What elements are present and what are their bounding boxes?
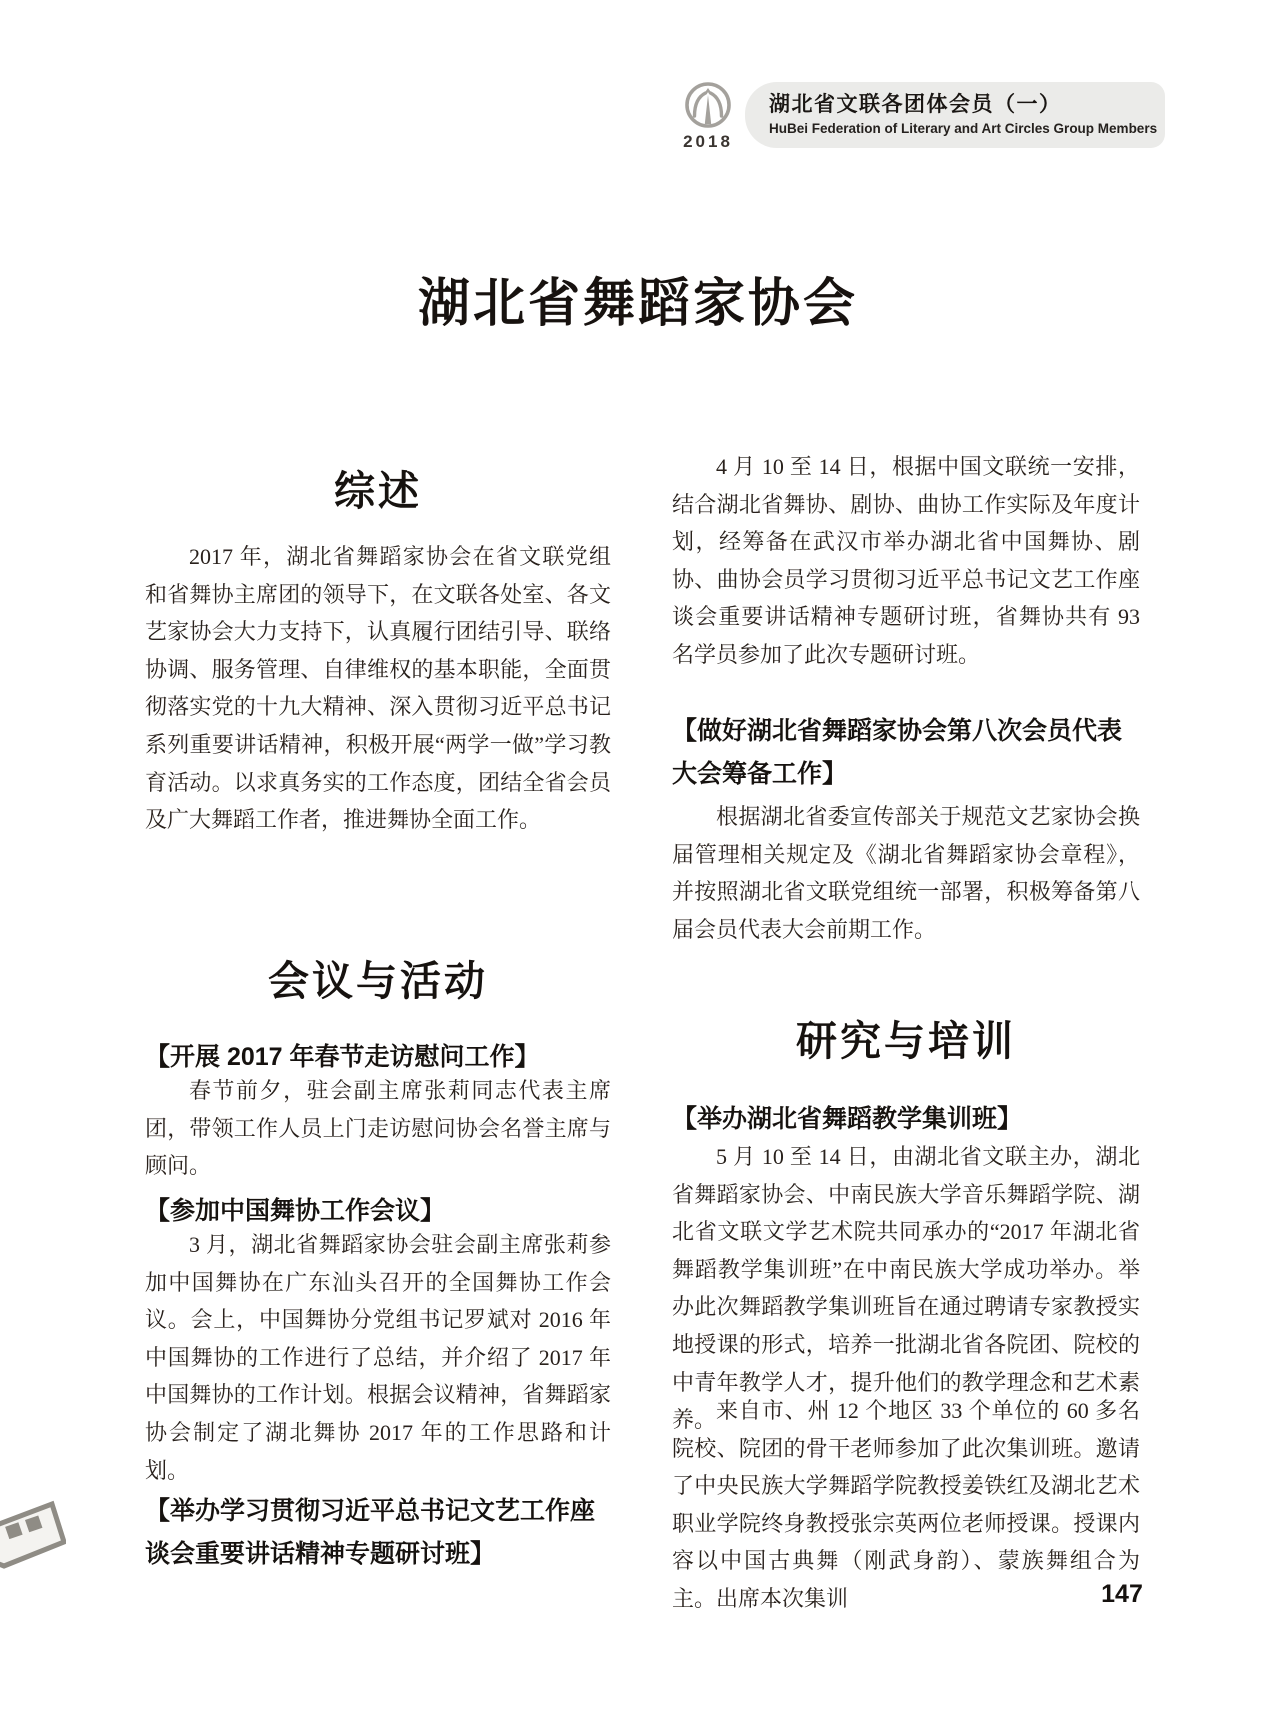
logo-year: 2018 <box>683 132 733 151</box>
page-number: 147 <box>1101 1580 1143 1608</box>
subsection-heading-training-class: 【举办湖北省舞蹈教学集训班】 <box>672 1105 1023 1133</box>
subsection-heading-spring-festival: 【开展 2017 年春节走访慰问工作】 <box>145 1043 540 1071</box>
banner-title-zh: 湖北省文联各团体会员（一） <box>769 93 1062 116</box>
subsection-paragraph-cda-meeting: 3 月，湖北省舞蹈家协会驻会副主席张莉参加中国舞协在广东汕头召开的全国舞协工作会议。会上，中国舞协分党组书记罗斌对 2016 年中国舞协的工作进行了总结，并介绍了 2017 年中国舞协的工作计划。根据会议精神，省舞蹈家协会制定了湖北舞协 2017 年的工作思路和计划。 <box>145 1232 611 1483</box>
subsection-paragraph-seminar: 4 月 10 至 14 日，根据中国文联统一安排，结合湖北省舞协、剧协、曲协工作实际及年度计划，经筹备在武汉市举办湖北省中国舞协、剧协、曲协会员学习贯彻习近平总书记文艺工作座谈会重要讲话精神专题研讨班，省舞协共有 93 名学员参加了此次专题研讨班。 <box>672 454 1140 667</box>
header-banner <box>745 82 1165 148</box>
film-strip-icon <box>0 1496 66 1570</box>
subsection-heading-cda-meeting: 【参加中国舞协工作会议】 <box>145 1197 446 1225</box>
subsection-paragraph-training-class-2: 来自市、州 12 个地区 33 个单位的 60 多名院校、院团的骨干老师参加了此次集训班。邀请了中央民族大学舞蹈学院教授姜铁红及湖北艺术职业学院终身教授张宗英两位老师授课。授课内容以中国古典舞（刚武身韵）、蒙族舞组合为主。出席本次集训 <box>672 1398 1140 1611</box>
section-heading-research: 研究与培训 <box>796 1018 1016 1064</box>
subsection-heading-congress-prep: 【做好湖北省舞蹈家协会第八次会员代表大会筹备工作】 <box>672 717 1123 788</box>
overview-paragraph: 2017 年，湖北省舞蹈家协会在省文联党组和省舞协主席团的领导下，在文联各处室、各文艺家协会大力支持下，认真履行团结引导、联络协调、服务管理、自律维权的基本职能，全面贯彻落实党的十九大精神、深入贯彻习近平总书记系列重要讲话精神，积极开展“两学一做”学习教育活动。以求真务实的工作态度，团结全省会员及广大舞蹈工作者，推进舞协全面工作。 <box>145 544 611 833</box>
page-title: 湖北省舞蹈家协会 <box>417 275 858 333</box>
subsection-paragraph-spring-festival: 春节前夕，驻会副主席张莉同志代表主席团，带领工作人员上门走访慰问协会名誉主席与顾问。 <box>145 1078 611 1179</box>
banner-title-en: HuBei Federation of Literary and Art Circles Group Members <box>769 121 1158 136</box>
section-heading-meetings: 会议与活动 <box>268 958 488 1004</box>
wenlian-emblem-icon <box>684 80 732 132</box>
subsection-heading-seminar: 【举办学习贯彻习近平总书记文艺工作座谈会重要讲话精神专题研讨班】 <box>145 1497 596 1568</box>
section-heading-overview: 综述 <box>334 468 422 514</box>
subsection-paragraph-training-class-1: 5 月 10 至 14 日，由湖北省文联主办，湖北省舞蹈家协会、中南民族大学音乐舞蹈学院、湖北省文联文学艺术院共同承办的“2017 年湖北省舞蹈教学集训班”在中南民族大学成功举办。举办此次舞蹈教学集训班旨在通过聘请专家教授实地授课的形式，培养一批湖北省各院团、院校的中青年教学人才，提升他们的教学理念和艺术素养。 <box>672 1144 1140 1433</box>
subsection-paragraph-congress-prep: 根据湖北省委宣传部关于规范文艺家协会换届管理相关规定及《湖北省舞蹈家协会章程》，并按照湖北省文联党组统一部署，积极筹备第八届会员代表大会前期工作。 <box>672 804 1140 942</box>
